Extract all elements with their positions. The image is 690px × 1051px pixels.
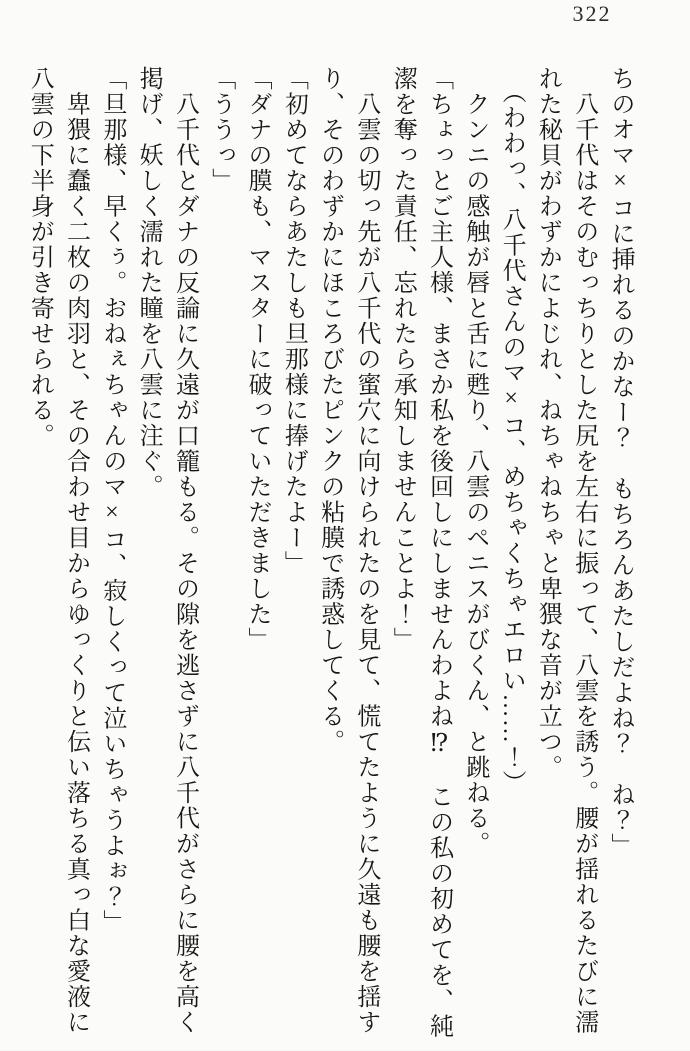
text-block (21, 66, 638, 1051)
page-number: 322 (572, 1, 612, 26)
text-line: り、そのわずかにほころびたピンクの粘膜で誘惑してくる。 (316, 66, 343, 755)
text-line: 「ううっ」 (207, 66, 234, 194)
text-line: （わわっ、八千代さんのマ×コ、めちゃくちゃエロい……！） (498, 66, 525, 796)
text-line: 潔を奪った責任、忘れたら承知しませんことよ！」 (389, 66, 416, 653)
text-line: 八雲の下半身が引き寄せられる。 (26, 66, 53, 449)
text-line: 八千代はそのむっちりとした尻を左右に振って、八雲を誘う。腰が揺れるたびに濡 (570, 66, 597, 1035)
text-line: 卑猥に蠢く二枚の肉羽と、その合わせ目からゆっくりと伝い落ちる真っ白な愛液に (62, 66, 89, 1035)
text-line: ちのオマ×コに挿れるのかなー？ もちろんあたしだよね？ ね？」 (607, 66, 633, 859)
text-line: 八千代とダナの反論に久遠が口籠もる。その隙を逃さずに八千代がさらに腰を高く (171, 66, 198, 1035)
text-line: クンニの感触が唇と舌に甦り、八雲のペニスがびくん、と跳ねる。 (461, 66, 488, 857)
text-line: 「ちょっとご主人様、まさか私を後回しにしませんわよね⁉ この私の初めてを、純 (425, 66, 452, 1039)
text-line: 八雲の切っ先が八千代の蜜穴に向けられたのを見て、慌てたように久遠も腰を揺す (352, 66, 379, 1035)
text-line: れた秘貝がわずかによじれ、ねちゃねちゃと卑猥な音が立つ。 (534, 66, 561, 780)
text-line: 「ダナの膜も、マスターに破っていただきました」 (244, 66, 271, 653)
text-line: 「初めてならあたしも旦那様に捧げたよー」 (280, 66, 307, 576)
text-line: 掲げ、妖しく濡れた瞳を八雲に注ぐ。 (135, 66, 162, 500)
text-line: 「旦那様、早くぅ。おねぇちゃんのマ×コ、寂しくって泣いちゃうよぉ？」 (98, 66, 125, 935)
